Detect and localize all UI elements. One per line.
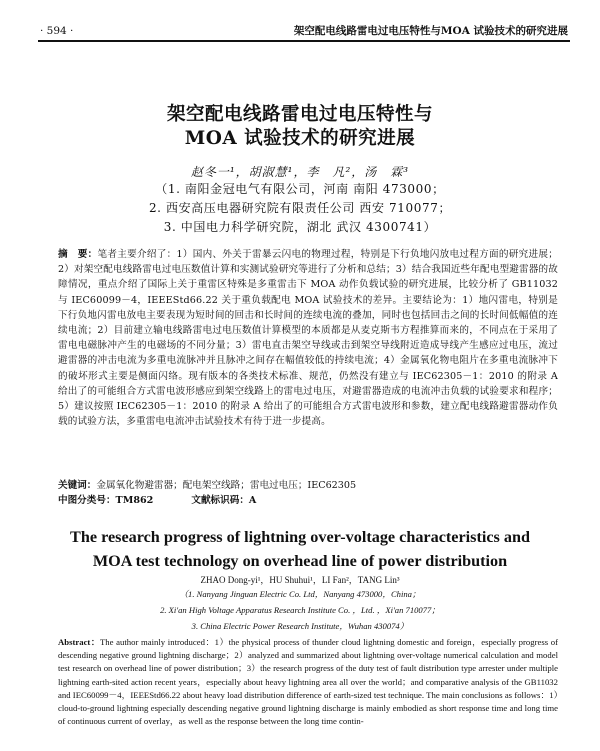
running-header bbox=[40, 22, 568, 40]
affiliation-en-2: 2. Xi'an High Voltage Apparatus Research Institute Co. ，Ltd. ，Xi'an 710077； bbox=[160, 605, 440, 615]
keywords-cn bbox=[58, 479, 558, 492]
abstract-en bbox=[58, 636, 558, 728]
keywords-cn-label: 关键词： bbox=[58, 480, 97, 491]
affiliation-cn-3: 3. 中国电力科学研究院，湖北 武汉 4300741） bbox=[163, 220, 437, 234]
affiliation-en-1: （1. Nanyang Jinguan Electric Co. Ltd，Nanyang 473000，China； bbox=[179, 589, 421, 599]
document-code: 文献标识码：A bbox=[191, 495, 257, 506]
title-cn-line1: 架空配电线路雷电过电压特性与 bbox=[166, 104, 433, 125]
affiliation-en-3: 3. China Electric Power Research Institute，Wuhan 430074） bbox=[191, 621, 409, 631]
affiliation-cn-1: （1. 南阳金冠电气有限公司，河南 南阳 473000； bbox=[155, 182, 445, 196]
classification-cn bbox=[58, 494, 558, 507]
authors-en: ZHAO Dong-yi¹，HU Shuhui¹，LI Fan²，TANG Lin³ bbox=[200, 575, 400, 585]
authors-cn: 赵冬一¹，胡淑慧¹，李 凡²，汤 霖³ bbox=[190, 165, 410, 179]
abstract-en-text: The author mainly introduced：1）the physical process of thunder cloud lightning domestic and foreign，especially progress of descending negative ground lightning discharge；2）analyzed and summarized about lightning over-voltage numerical calculation and model test research on overhead line of power distribution；3）the research progress of the duty test of fault distribution type arrester under multiple lightning earth-sited action recent years，especially about heavy lightning area all over the world；and comparative analysis of the GB11032 and IEC60099－4，IEEEStd66.22 about heavy load distribution difference of earth-sized test technique. The main conclusions as follows：1）cloud-to-ground lightning especially descending negative ground lightning discharge is mainly embodied as short response time and long time of continuous current of overlay，as well as the response between the long time contin- bbox=[58, 637, 559, 727]
title-en-line1: The research progress of lightning over-voltage characteristics and bbox=[70, 528, 530, 546]
keywords-cn-text: 金属氧化物避雷器；配电架空线路；雷电过电压；IEC62305 bbox=[96, 480, 357, 491]
abstract-cn-text: 笔者主要介绍了：1）国内、外关于雷暴云闪电的物理过程，特别是下行负地闪放电过程方面的研究进展；2）对架空配电线路雷电过电压数值计算和实测试验研究等进行了分析和总结；3）结合我国近些年配电型避雷器的故障情况，重点介绍了国际上关于重雷区特殊是多重雷击下 MOA 动作负载试验的研究进展，比较分析了 GB11032 与 IEC60099－4，IEEEStd66.22 关于重负载配电 MOA 试验技术的差异。主要结论为：1）地闪雷电，特别是下行负地闪雷电放电主要表现为短时间的回击和长时间的连续电流的叠加，同时也包括回击之间的长时间低幅值的连续电流；2）目前建立输电线路雷电过电压数值计算模型的本质都是从麦克斯韦方程推算而来的，不同点在于采用了雷电电磁脉冲产生的电磁场的不同分量；3）雷电直击架空导线或击到架空导线附近造成导线产生感应过电压，流过避雷器的冲击电流为多重电流脉冲并且脉冲之间存在幅值较低的持续电流；4）金属氧化物电阻片在多重电流脉冲下的破坏形式主要是侧面闪络。现有版本的各类技术标准、规范，仍然没有建立与 IEC62305－1：2010 的附录 A 给出了的可能组合方式雷电波形感应到架空线路上的雷电过电压，对避雷器造成的电流冲击负载的试验要求和程序；5）建议按照 IEC62305－1：2010 的附录 A 给出了的可能组合方式雷电波形和参数，建立配电线路避雷器动作负载的试验方法，多重雷电电流冲击试验技术有待于进一步提高。 bbox=[58, 249, 558, 428]
page-number: · 594 · bbox=[40, 25, 74, 37]
abstract-en-label: Abstract： bbox=[58, 637, 100, 647]
header-rule bbox=[38, 40, 570, 42]
title-cn-line2: MOA 试验技术的研究进展 bbox=[184, 128, 416, 149]
clc-number: 中图分类号：TM862 bbox=[58, 495, 154, 506]
abstract-cn-label: 摘 要： bbox=[58, 249, 98, 260]
running-title: 架空配电线路雷电过电压特性与MOA 试验技术的研究进展 bbox=[293, 25, 568, 37]
title-en-line2: MOA test technology on overhead line of power distribution bbox=[92, 552, 508, 570]
affiliation-cn-2: 2. 西安高压电器研究院有限责任公司 西安 710077； bbox=[148, 201, 452, 215]
abstract-cn bbox=[58, 247, 558, 429]
